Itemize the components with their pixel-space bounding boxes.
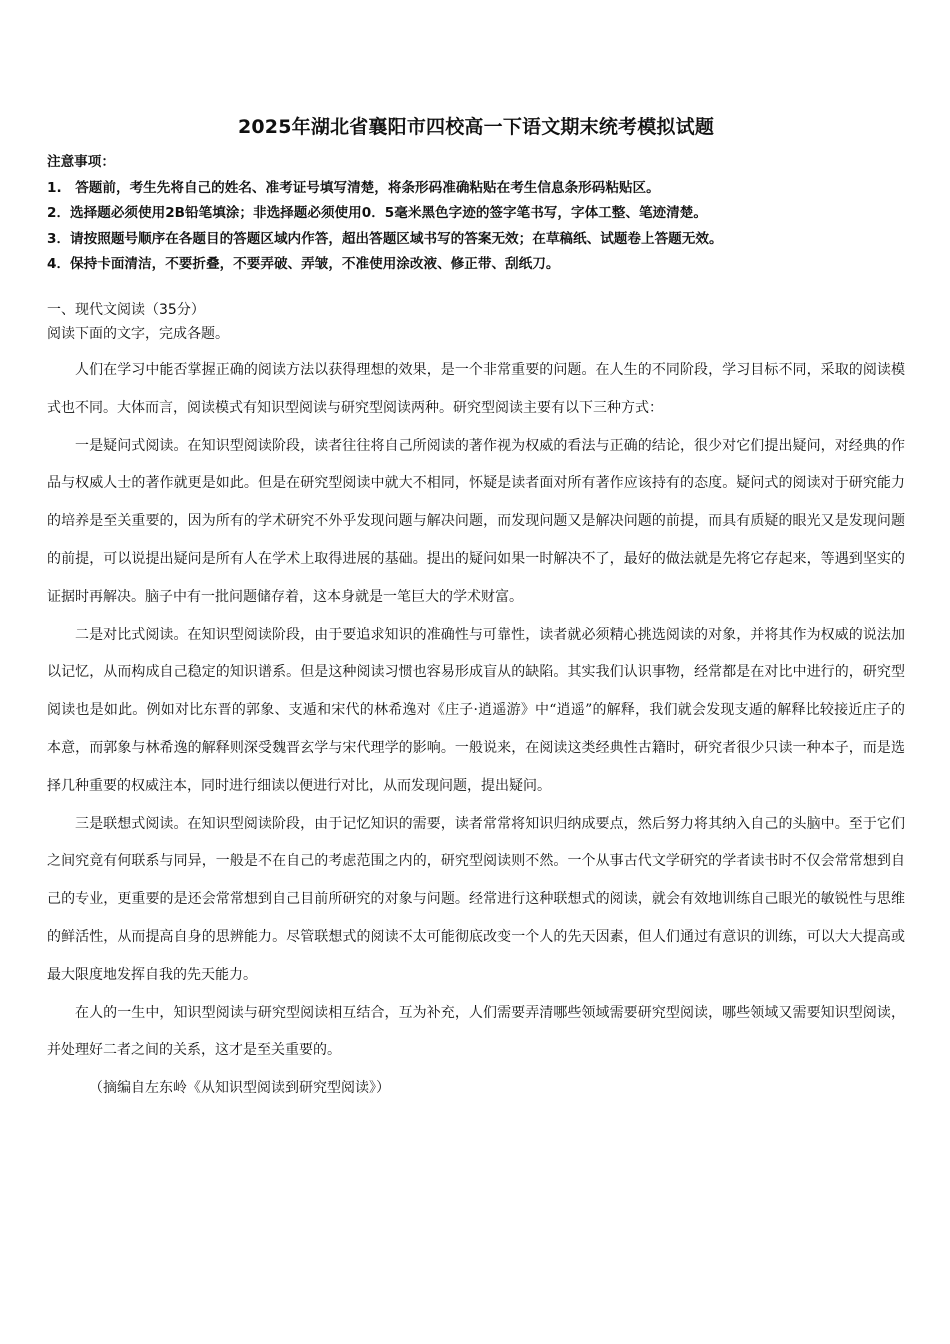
notice-block	[47, 150, 905, 278]
passage-paragraph-1: 人们在学习中能否掌握正确的阅读方法以获得理想的效果，是一个非常重要的问题。在人生的不同阶段，学习目标不同，采取的阅读模式也不同。大体而言，阅读模式有知识型阅读与研究型阅读两种。研究型阅读主要有以下三种方式：	[47, 362, 905, 416]
passage-source: （摘编自左东岭《从知识型阅读到研究型阅读》）	[89, 1080, 390, 1097]
notice-item-4: 4．保持卡面清洁，不要折叠，不要弄破、弄皱，不准使用涂改液、修正带、刮纸刀。	[47, 256, 560, 272]
section-instruction: 阅读下面的文字，完成各题。	[47, 326, 229, 342]
notice-heading: 注意事项：	[47, 154, 115, 170]
notice-item-3: 3．请按照题号顺序在各题目的答题区域内作答，超出答题区域书写的答案无效；在草稿纸、试题卷上答题无效。	[47, 230, 723, 247]
passage-paragraph-4: 三是联想式阅读。在知识型阅读阶段，由于记忆知识的需要，读者常常将知识归纳成要点，然后努力将其纳入自己的头脑中。至于它们之间究竟有何联系与同异，一般是不在自己的考虑范围之内的，研究型阅读则不然。一个从事古代文学研究的学者读书时不仅会常常想到自己的专业，更重要的是还会常常想到自己目前所研究的对象与问题。经常进行这种联想式的阅读，就会有效地训练自己眼光的敏锐性与思维的鲜活性，从而提高自身的思辨能力。尽管联想式的阅读不太可能彻底改变一个人的先天因素，但人们通过有意识的训练，可以大大提高或最大限度地发挥自我的先天能力。	[47, 815, 905, 983]
reading-section	[47, 298, 905, 1108]
notice-item-1: 1. 答题前，考生先将自己的姓名、准考证号填写清楚，将条形码准确粘贴在考生信息条形码粘贴区。	[47, 179, 660, 196]
section-heading: 一、现代文阅读（35分）	[47, 302, 205, 318]
passage-paragraph-5: 在人的一生中，知识型阅读与研究型阅读相互结合，互为补充，人们需要弄清哪些领域需要研究型阅读，哪些领域又需要知识型阅读，并处理好二者之间的关系，这才是至关重要的。	[47, 1004, 905, 1059]
notice-item-2: 2．选择题必须使用2B铅笔填涂；非选择题必须使用0．5毫米黑色字迹的签字笔书写，字体工整、笔迹清楚。	[47, 205, 707, 221]
passage-paragraph-3: 二是对比式阅读。在知识型阅读阶段，由于要追求知识的准确性与可靠性，读者就必须精心挑选阅读的对象，并将其作为权威的说法加以记忆，从而构成自己稳定的知识谱系。但是这种阅读习惯也容易形成盲从的缺陷。其实我们认识事物，经常都是在对比中进行的，研究型阅读也是如此。例如对比东晋的郭象、支遁和宋代的林希逸对《庄子·逍遥游》中“逍遥”的解释，我们就会发现支遁的解释比较接近庄子的本意，而郭象与林希逸的解释则深受魏晋玄学与宋代理学的影响。一般说来，在阅读这类经典性古籍时，研究者很少只读一种本子，而是选择几种重要的权威注本，同时进行细读以便进行对比，从而发现问题，提出疑问。	[47, 626, 905, 794]
passage-paragraph-2: 一是疑问式阅读。在知识型阅读阶段，读者往往将自己所阅读的著作视为权威的看法与正确的结论，很少对它们提出疑问，对经典的作品与权威人士的著作就更是如此。但是在研究型阅读中就大不相同，怀疑是读者面对所有著作应该持有的态度。疑问式的阅读对于研究能力的培养是至关重要的，因为所有的学术研究不外乎发现问题与解决问题，而发现问题又是解决问题的前提，而具有质疑的眼光又是发现问题的前提，可以说提出疑问是所有人在学术上取得进展的基础。提出的疑问如果一时解决不了，最好的做法就是先将它存起来，等遇到坚实的证据时再解决。脑子中有一批问题储存着，这本身就是一笔巨大的学术财富。	[47, 437, 905, 605]
exam-title: 2025年湖北省襄阳市四校高一下语文期末统考模拟试题	[237, 116, 715, 138]
